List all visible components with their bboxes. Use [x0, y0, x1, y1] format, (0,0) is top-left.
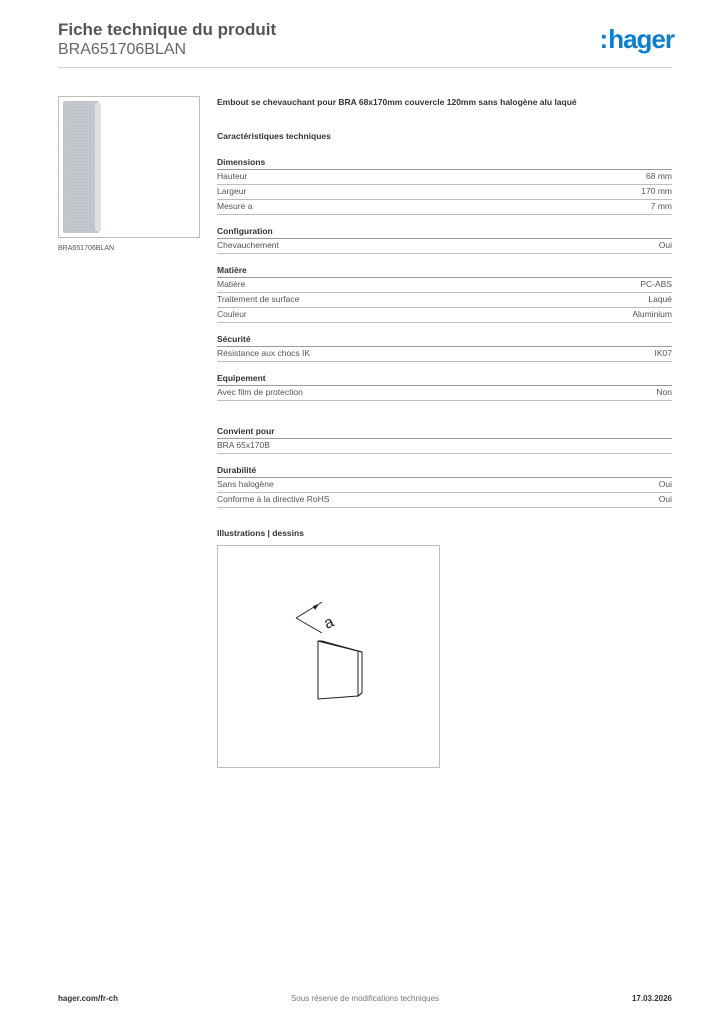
- spec-label: Mesure a: [217, 201, 253, 211]
- group-title-equipement: Equipement: [217, 372, 672, 386]
- spec-row: [217, 478, 672, 493]
- spec-label: Couleur: [217, 309, 247, 319]
- document-title: Fiche technique du produit: [58, 20, 277, 39]
- hager-logo[interactable]: :hager: [599, 24, 674, 54]
- spec-value: 7 mm: [650, 201, 672, 211]
- logo-text: hager: [608, 24, 674, 54]
- product-reference: BRA651706BLAN: [58, 41, 187, 58]
- spec-label: Largeur: [217, 186, 247, 196]
- spec-label: Avec film de protection: [217, 387, 303, 397]
- product-image: [58, 96, 200, 238]
- spec-value: 68 mm: [646, 171, 672, 181]
- spec-row: [217, 200, 672, 215]
- footer-note: Sous réserve de modifications techniques: [290, 994, 440, 1003]
- spec-value: PC-ABS: [640, 279, 672, 289]
- product-description: Embout se chevauchant pour BRA 68x170mm couvercle 120mm sans halogène alu laqué: [217, 97, 577, 107]
- spec-value: Laqué: [648, 294, 672, 304]
- spec-row: [217, 386, 672, 401]
- footer-website-link[interactable]: hager.com/fr-ch: [58, 994, 119, 1003]
- spec-label: Résistance aux chocs IK: [217, 348, 311, 358]
- spec-value: Aluminium: [632, 309, 672, 319]
- group-title-configuration: Configuration: [217, 225, 672, 239]
- group-title-dimensions: Dimensions: [217, 156, 672, 170]
- spec-content: [217, 96, 672, 539]
- spec-row: [217, 293, 672, 308]
- spec-value: Non: [656, 387, 672, 397]
- spec-row: [217, 185, 672, 200]
- illustrations-title: Illustrations | dessins: [217, 528, 304, 538]
- spec-row: [217, 347, 672, 362]
- spec-value: Oui: [658, 494, 672, 504]
- product-image-caption: BRA651706BLAN: [58, 245, 115, 252]
- spec-label: Matière: [217, 279, 246, 289]
- spec-label: Chevauchement: [217, 240, 279, 250]
- document-header: [58, 20, 276, 60]
- technical-drawing: [217, 545, 440, 768]
- specs-title: Caractéristiques techniques: [217, 131, 331, 141]
- footer: [58, 994, 672, 1008]
- spec-row: [217, 278, 672, 293]
- spec-value: IK07: [654, 348, 672, 358]
- footer-date: 17.03.2026: [631, 994, 672, 1003]
- product-photo-graphic: [59, 97, 199, 237]
- spec-label: Sans halogène: [217, 479, 274, 489]
- header-divider: [58, 67, 672, 68]
- spec-value: Oui: [658, 479, 672, 489]
- spec-label: Conforme à la directive RoHS: [217, 494, 330, 504]
- spec-row: [217, 170, 672, 185]
- group-title-convient: Convient pour: [217, 425, 672, 439]
- spec-row: [217, 239, 672, 254]
- spec-label: Traitement de surface: [217, 294, 300, 304]
- spec-label: BRA 65x170B: [217, 440, 270, 450]
- drawing-graphic: [218, 546, 439, 767]
- spec-row: [217, 493, 672, 508]
- group-title-securite: Sécurité: [217, 333, 672, 347]
- spec-row: [217, 439, 672, 454]
- spec-value: 170 mm: [641, 186, 672, 196]
- spec-label: Hauteur: [217, 171, 248, 181]
- spec-row: [217, 308, 672, 323]
- group-title-matiere: Matière: [217, 264, 672, 278]
- group-title-durabilite: Durabilité: [217, 464, 672, 478]
- dimension-label-a: a: [321, 613, 337, 633]
- spec-value: Oui: [658, 240, 672, 250]
